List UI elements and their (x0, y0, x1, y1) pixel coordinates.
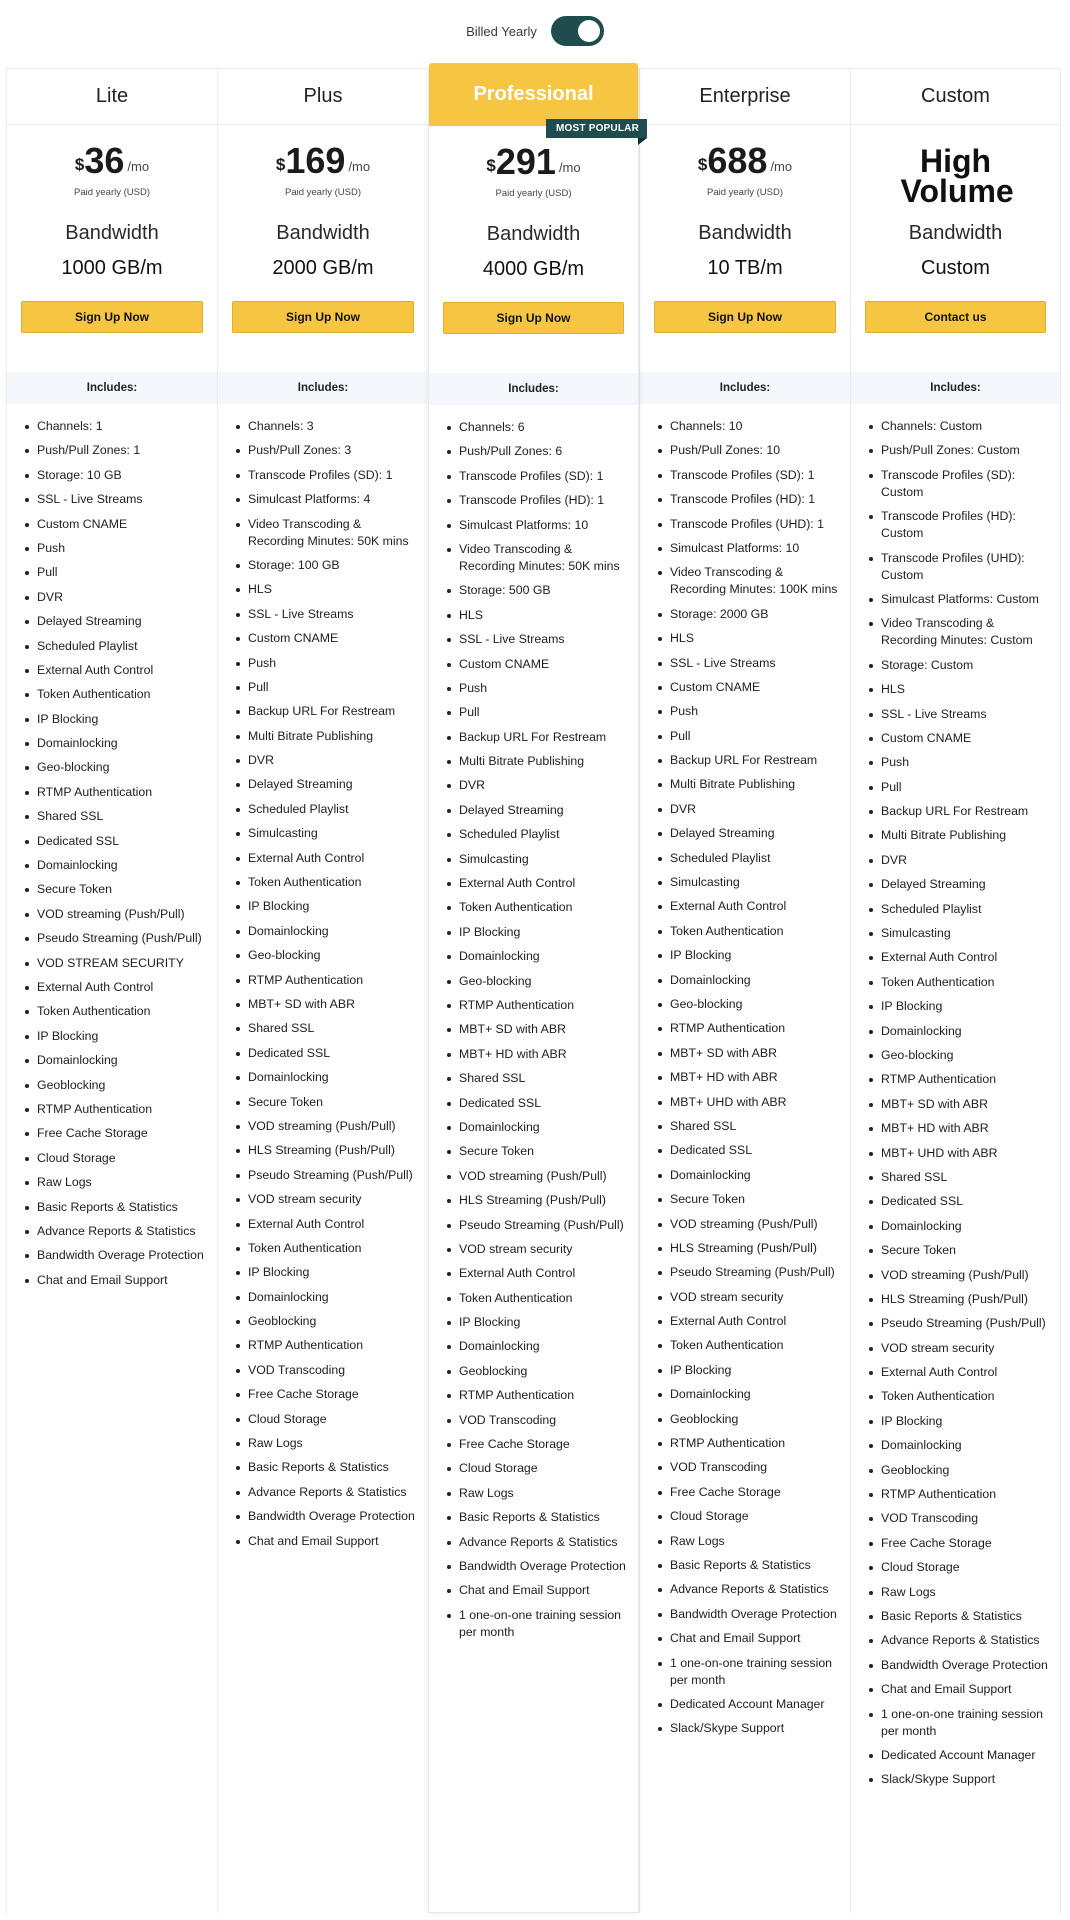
paid-note: Paid yearly (USD) (706, 187, 784, 198)
feature-item: Domainlocking (459, 948, 630, 965)
bandwidth-label: Bandwidth (908, 222, 1003, 244)
bandwidth-label: Bandwidth (698, 222, 792, 244)
feature-item: Geoblocking (459, 1363, 630, 1380)
plan-price (218, 141, 428, 181)
feature-item: Dedicated SSL (37, 833, 209, 850)
feature-item: Custom CNAME (670, 679, 842, 696)
feature-item: Push (881, 754, 1052, 771)
feature-item: Raw Logs (459, 1485, 630, 1502)
feature-item: IP Blocking (670, 1362, 842, 1379)
price-period: /mo (558, 160, 581, 175)
high-volume-title: High Volume (900, 143, 1014, 209)
bandwidth-value: Custom (921, 257, 990, 279)
feature-item: Shared SSL (881, 1169, 1052, 1186)
feature-item: VOD Transcoding (881, 1510, 1052, 1527)
feature-item: Transcode Profiles (SD): 1 (459, 468, 630, 485)
pricing-plans (6, 68, 1061, 1913)
feature-item: Push/Pull Zones: 1 (37, 442, 209, 459)
feature-item: MBT+ SD with ABR (670, 1045, 842, 1062)
feature-item: Geo-blocking (670, 996, 842, 1013)
feature-item: RTMP Authentication (248, 1337, 420, 1354)
plan-name: Custom (851, 68, 1060, 125)
feature-item: Video Transcoding & Recording Minutes: 50K mins (459, 541, 630, 575)
contact-us-button[interactable]: Contact us (865, 301, 1046, 333)
feature-item: IP Blocking (37, 1028, 209, 1045)
feature-item: Pull (37, 564, 209, 581)
feature-item: Transcode Profiles (UHD): Custom (881, 550, 1052, 584)
feature-item: RTMP Authentication (881, 1486, 1052, 1503)
feature-item: Pseudo Streaming (Push/Pull) (670, 1264, 842, 1281)
plan-card-professional (428, 68, 639, 1913)
feature-item: Dedicated Account Manager (670, 1696, 842, 1713)
billing-toggle-row (0, 16, 1070, 46)
sign-up-button[interactable]: Sign Up Now (654, 301, 836, 333)
paid-note: Paid yearly (USD) (284, 187, 362, 198)
plan-name: Enterprise (640, 68, 850, 125)
feature-item: Geoblocking (37, 1077, 209, 1094)
feature-item: Custom CNAME (459, 656, 630, 673)
feature-item: DVR (37, 589, 209, 606)
feature-item: Transcode Profiles (UHD): 1 (670, 516, 842, 533)
feature-item: VOD Transcoding (459, 1412, 630, 1429)
feature-item: Basic Reports & Statistics (459, 1509, 630, 1526)
sign-up-button[interactable]: Sign Up Now (443, 302, 624, 334)
feature-item: MBT+ HD with ABR (670, 1069, 842, 1086)
plan-name: Plus (218, 68, 428, 125)
price-period: /mo (127, 159, 150, 174)
feature-item: Secure Token (670, 1191, 842, 1208)
feature-item: Domainlocking (881, 1023, 1052, 1040)
feature-item: MBT+ HD with ABR (881, 1120, 1052, 1137)
feature-item: Channels: 3 (248, 418, 420, 435)
feature-item: Advance Reports & Statistics (248, 1484, 420, 1501)
feature-item: Backup URL For Restream (459, 729, 630, 746)
feature-item: Multi Bitrate Publishing (248, 728, 420, 745)
feature-item: Geo-blocking (37, 759, 209, 776)
billing-toggle-label: Billed Yearly (466, 23, 537, 39)
feature-list (218, 418, 428, 1557)
feature-item: Transcode Profiles (HD): 1 (459, 492, 630, 509)
feature-item: DVR (881, 852, 1052, 869)
feature-item: RTMP Authentication (459, 1387, 630, 1404)
feature-item: Backup URL For Restream (881, 803, 1052, 820)
includes-header: Includes: (640, 372, 850, 404)
feature-item: Shared SSL (37, 808, 209, 825)
price-period: /mo (770, 159, 793, 174)
feature-item: Scheduled Playlist (248, 801, 420, 818)
feature-item: Custom CNAME (881, 730, 1052, 747)
feature-item: Pull (248, 679, 420, 696)
feature-item: Domainlocking (459, 1338, 630, 1355)
feature-item: Scheduled Playlist (37, 638, 209, 655)
feature-item: RTMP Authentication (459, 997, 630, 1014)
feature-item: Storage: Custom (881, 657, 1052, 674)
bandwidth-value: 2000 GB/m (272, 257, 374, 279)
feature-item: HLS (670, 630, 842, 647)
price-currency: $ (486, 156, 496, 175)
feature-item: Push (37, 540, 209, 557)
feature-item: Push/Pull Zones: 3 (248, 442, 420, 459)
feature-item: Transcode Profiles (HD): 1 (670, 491, 842, 508)
feature-item: Multi Bitrate Publishing (459, 753, 630, 770)
feature-list (429, 419, 638, 1648)
feature-item: Simulcasting (881, 925, 1052, 942)
feature-item: Secure Token (881, 1242, 1052, 1259)
feature-item: Advance Reports & Statistics (670, 1581, 842, 1598)
feature-item: Push/Pull Zones: Custom (881, 442, 1052, 459)
plan-card-custom (850, 68, 1061, 1913)
feature-item: Storage: 10 GB (37, 467, 209, 484)
feature-item: DVR (248, 752, 420, 769)
sign-up-button[interactable]: Sign Up Now (232, 301, 414, 333)
feature-item: Pull (459, 704, 630, 721)
feature-item: Basic Reports & Statistics (670, 1557, 842, 1574)
feature-item: Dedicated SSL (459, 1095, 630, 1112)
feature-item: Domainlocking (248, 923, 420, 940)
feature-item: Geoblocking (881, 1462, 1052, 1479)
price-amount: 291 (495, 141, 556, 182)
plan-card-enterprise (639, 68, 850, 1913)
price-currency: $ (697, 155, 708, 174)
feature-item: HLS (459, 607, 630, 624)
feature-item: Delayed Streaming (37, 613, 209, 630)
feature-item: Pseudo Streaming (Push/Pull) (37, 930, 209, 947)
feature-list (7, 418, 217, 1296)
feature-item: VOD STREAM SECURITY (37, 955, 209, 972)
feature-item: Geo-blocking (248, 947, 420, 964)
feature-item: Slack/Skype Support (881, 1771, 1052, 1788)
bandwidth-value: 4000 GB/m (482, 258, 585, 280)
feature-item: Secure Token (37, 881, 209, 898)
feature-item: VOD Transcoding (670, 1459, 842, 1476)
toggle-knob (578, 20, 600, 42)
feature-item: Pseudo Streaming (Push/Pull) (459, 1217, 630, 1234)
feature-item: Storage: 100 GB (248, 557, 420, 574)
feature-item: External Auth Control (37, 662, 209, 679)
feature-item: Cloud Storage (248, 1411, 420, 1428)
feature-item: MBT+ HD with ABR (459, 1046, 630, 1063)
feature-item: Basic Reports & Statistics (37, 1199, 209, 1216)
feature-item: 1 one-on-one training session per month (670, 1655, 842, 1689)
feature-item: Simulcast Platforms: 4 (248, 491, 420, 508)
feature-item: Cloud Storage (459, 1460, 630, 1477)
feature-item: Domainlocking (37, 857, 209, 874)
feature-item: Transcode Profiles (HD): Custom (881, 508, 1052, 542)
feature-item: MBT+ SD with ABR (248, 996, 420, 1013)
feature-item: IP Blocking (37, 711, 209, 728)
includes-header: Includes: (7, 372, 217, 404)
feature-item: Token Authentication (459, 899, 630, 916)
feature-item: VOD streaming (Push/Pull) (881, 1267, 1052, 1284)
feature-item: VOD streaming (Push/Pull) (670, 1216, 842, 1233)
plan-card-lite (6, 68, 217, 1913)
plan-card-plus (217, 68, 428, 1913)
feature-item: VOD streaming (Push/Pull) (37, 906, 209, 923)
feature-item: Cloud Storage (881, 1559, 1052, 1576)
feature-item: Geo-blocking (459, 973, 630, 990)
feature-item: MBT+ SD with ABR (881, 1096, 1052, 1113)
feature-item: Transcode Profiles (SD): 1 (670, 467, 842, 484)
feature-item: RTMP Authentication (881, 1071, 1052, 1088)
feature-item: External Auth Control (670, 1313, 842, 1330)
feature-item: Token Authentication (459, 1290, 630, 1307)
feature-list (640, 418, 850, 1745)
feature-item: Token Authentication (670, 923, 842, 940)
feature-item: VOD stream security (459, 1241, 630, 1258)
feature-item: Domainlocking (881, 1437, 1052, 1454)
feature-item: External Auth Control (881, 1364, 1052, 1381)
feature-item: Scheduled Playlist (670, 850, 842, 867)
feature-item: Geoblocking (248, 1313, 420, 1330)
feature-item: HLS Streaming (Push/Pull) (670, 1240, 842, 1257)
feature-item: IP Blocking (881, 998, 1052, 1015)
feature-item: Domainlocking (37, 735, 209, 752)
feature-item: Scheduled Playlist (459, 826, 630, 843)
feature-item: Simulcast Platforms: Custom (881, 591, 1052, 608)
feature-item: Pseudo Streaming (Push/Pull) (248, 1167, 420, 1184)
feature-item: External Auth Control (248, 850, 420, 867)
feature-item: Backup URL For Restream (670, 752, 842, 769)
feature-item: Multi Bitrate Publishing (670, 776, 842, 793)
feature-item: External Auth Control (459, 875, 630, 892)
feature-item: Advance Reports & Statistics (881, 1632, 1052, 1649)
bandwidth-label: Bandwidth (276, 222, 370, 244)
price-period: /mo (348, 159, 371, 174)
feature-item: IP Blocking (248, 1264, 420, 1281)
feature-item: MBT+ SD with ABR (459, 1021, 630, 1038)
feature-item: Push (670, 703, 842, 720)
plan-price (640, 141, 850, 181)
feature-item: Free Cache Storage (881, 1535, 1052, 1552)
feature-item: Free Cache Storage (248, 1386, 420, 1403)
price-amount: 169 (285, 140, 346, 181)
plan-price (7, 141, 217, 181)
paid-note: Paid yearly (USD) (495, 188, 572, 199)
sign-up-button[interactable]: Sign Up Now (21, 301, 203, 333)
includes-header: Includes: (851, 372, 1060, 404)
feature-item: Bandwidth Overage Protection (37, 1247, 209, 1264)
feature-item: Channels: 6 (459, 419, 630, 436)
feature-item: Video Transcoding & Recording Minutes: Custom (881, 615, 1052, 649)
feature-item: Video Transcoding & Recording Minutes: 50K mins (248, 516, 420, 550)
feature-item: Basic Reports & Statistics (881, 1608, 1052, 1625)
bandwidth-label: Bandwidth (65, 222, 159, 244)
feature-item: Raw Logs (881, 1584, 1052, 1601)
feature-item: Multi Bitrate Publishing (881, 827, 1052, 844)
feature-item: Simulcast Platforms: 10 (459, 517, 630, 534)
feature-item: VOD streaming (Push/Pull) (248, 1118, 420, 1135)
price-currency: $ (74, 155, 85, 174)
bandwidth-value: 10 TB/m (707, 257, 783, 279)
feature-item: External Auth Control (881, 949, 1052, 966)
feature-item: RTMP Authentication (37, 1101, 209, 1118)
feature-item: Simulcast Platforms: 10 (670, 540, 842, 557)
feature-item: Custom CNAME (37, 516, 209, 533)
paid-note: Paid yearly (USD) (73, 187, 151, 198)
feature-item: SSL - Live Streams (670, 655, 842, 672)
feature-item: Push/Pull Zones: 10 (670, 442, 842, 459)
feature-item: Shared SSL (459, 1070, 630, 1087)
feature-item: Pull (670, 728, 842, 745)
feature-item: SSL - Live Streams (459, 631, 630, 648)
feature-item: Token Authentication (670, 1337, 842, 1354)
feature-item: Secure Token (248, 1094, 420, 1111)
feature-item: Cloud Storage (37, 1150, 209, 1167)
feature-item: External Auth Control (248, 1216, 420, 1233)
feature-item: Geoblocking (670, 1411, 842, 1428)
feature-item: IP Blocking (459, 1314, 630, 1331)
feature-item: HLS Streaming (Push/Pull) (459, 1192, 630, 1209)
feature-item: Domainlocking (459, 1119, 630, 1136)
feature-item: Channels: 1 (37, 418, 209, 435)
feature-item: Token Authentication (248, 1240, 420, 1257)
feature-item: Token Authentication (881, 974, 1052, 991)
feature-item: Transcode Profiles (SD): 1 (248, 467, 420, 484)
feature-item: IP Blocking (881, 1413, 1052, 1430)
feature-item: Raw Logs (37, 1174, 209, 1191)
feature-item: Storage: 2000 GB (670, 606, 842, 623)
feature-item: Raw Logs (248, 1435, 420, 1452)
feature-item: Simulcasting (459, 851, 630, 868)
feature-item: Backup URL For Restream (248, 703, 420, 720)
feature-item: Simulcasting (670, 874, 842, 891)
feature-item: RTMP Authentication (248, 972, 420, 989)
feature-item: Push (248, 655, 420, 672)
feature-item: Free Cache Storage (37, 1125, 209, 1142)
feature-item: 1 one-on-one training session per month (881, 1706, 1052, 1740)
feature-item: Custom CNAME (248, 630, 420, 647)
feature-item: IP Blocking (248, 898, 420, 915)
feature-item: Dedicated SSL (670, 1142, 842, 1159)
feature-item: Pseudo Streaming (Push/Pull) (881, 1315, 1052, 1332)
feature-item: Domainlocking (248, 1069, 420, 1086)
feature-item: Shared SSL (248, 1020, 420, 1037)
plan-name: Lite (7, 68, 217, 125)
feature-item: Delayed Streaming (881, 876, 1052, 893)
feature-item: Token Authentication (37, 686, 209, 703)
price-amount: 36 (84, 140, 125, 181)
feature-list (851, 418, 1060, 1796)
feature-item: RTMP Authentication (670, 1435, 842, 1452)
feature-item: Storage: 500 GB (459, 582, 630, 599)
feature-item: Domainlocking (248, 1289, 420, 1306)
feature-item: DVR (459, 777, 630, 794)
feature-item: Dedicated SSL (881, 1193, 1052, 1210)
includes-header: Includes: (429, 373, 638, 405)
feature-item: Domainlocking (670, 1167, 842, 1184)
feature-item: Cloud Storage (670, 1508, 842, 1525)
feature-item: Scheduled Playlist (881, 901, 1052, 918)
feature-item: Dedicated Account Manager (881, 1747, 1052, 1764)
feature-item: VOD stream security (248, 1191, 420, 1208)
most-popular-ribbon: MOST POPULAR (546, 119, 647, 138)
feature-item: Domainlocking (37, 1052, 209, 1069)
feature-item: Chat and Email Support (881, 1681, 1052, 1698)
feature-item: Domainlocking (670, 972, 842, 989)
feature-item: External Auth Control (459, 1265, 630, 1282)
feature-item: Chat and Email Support (459, 1582, 630, 1599)
includes-header: Includes: (218, 372, 428, 404)
price-amount: 688 (707, 140, 768, 181)
feature-item: RTMP Authentication (37, 784, 209, 801)
feature-item: Dedicated SSL (248, 1045, 420, 1062)
feature-item: Delayed Streaming (670, 825, 842, 842)
feature-item: Token Authentication (248, 874, 420, 891)
billing-toggle-switch[interactable] (551, 16, 604, 46)
feature-item: Chat and Email Support (248, 1533, 420, 1550)
feature-item: Delayed Streaming (459, 802, 630, 819)
feature-item: DVR (670, 801, 842, 818)
feature-item: Free Cache Storage (670, 1484, 842, 1501)
plan-name: Professional (429, 63, 638, 126)
feature-item: Delayed Streaming (248, 776, 420, 793)
feature-item: Geo-blocking (881, 1047, 1052, 1064)
feature-item: IP Blocking (670, 947, 842, 964)
feature-item: Bandwidth Overage Protection (248, 1508, 420, 1525)
feature-item: Shared SSL (670, 1118, 842, 1135)
feature-item: HLS Streaming (Push/Pull) (248, 1142, 420, 1159)
feature-item: Push (459, 680, 630, 697)
feature-item: VOD streaming (Push/Pull) (459, 1168, 630, 1185)
feature-item: Token Authentication (37, 1003, 209, 1020)
feature-item: MBT+ UHD with ABR (670, 1094, 842, 1111)
feature-item: HLS (881, 681, 1052, 698)
feature-item: External Auth Control (37, 979, 209, 996)
feature-item: Video Transcoding & Recording Minutes: 100K mins (670, 564, 842, 598)
feature-item: Chat and Email Support (37, 1272, 209, 1289)
feature-item: RTMP Authentication (670, 1020, 842, 1037)
feature-item: Channels: 10 (670, 418, 842, 435)
feature-item: Free Cache Storage (459, 1436, 630, 1453)
plan-price (429, 142, 638, 182)
feature-item: Pull (881, 779, 1052, 796)
feature-item: Domainlocking (881, 1218, 1052, 1235)
feature-item: SSL - Live Streams (37, 491, 209, 508)
feature-item: SSL - Live Streams (881, 706, 1052, 723)
feature-item: 1 one-on-one training session per month (459, 1607, 630, 1641)
feature-item: Raw Logs (670, 1533, 842, 1550)
bandwidth-label: Bandwidth (486, 223, 581, 245)
bandwidth-value: 1000 GB/m (61, 257, 163, 279)
feature-item: Bandwidth Overage Protection (459, 1558, 630, 1575)
feature-item: VOD stream security (881, 1340, 1052, 1357)
feature-item: Simulcasting (248, 825, 420, 842)
feature-item: Chat and Email Support (670, 1630, 842, 1647)
feature-item: Push/Pull Zones: 6 (459, 443, 630, 460)
price-currency: $ (275, 155, 286, 174)
feature-item: Advance Reports & Statistics (459, 1534, 630, 1551)
feature-item: Channels: Custom (881, 418, 1052, 435)
feature-item: Advance Reports & Statistics (37, 1223, 209, 1240)
feature-item: Token Authentication (881, 1388, 1052, 1405)
feature-item: Bandwidth Overage Protection (881, 1657, 1052, 1674)
feature-item: HLS (248, 581, 420, 598)
feature-item: Bandwidth Overage Protection (670, 1606, 842, 1623)
feature-item: Domainlocking (670, 1386, 842, 1403)
feature-item: VOD Transcoding (248, 1362, 420, 1379)
feature-item: Slack/Skype Support (670, 1720, 842, 1737)
feature-item: External Auth Control (670, 898, 842, 915)
feature-item: Secure Token (459, 1143, 630, 1160)
feature-item: VOD stream security (670, 1289, 842, 1306)
feature-item: SSL - Live Streams (248, 606, 420, 623)
feature-item: Transcode Profiles (SD): Custom (881, 467, 1052, 501)
feature-item: Basic Reports & Statistics (248, 1459, 420, 1476)
feature-item: MBT+ UHD with ABR (881, 1145, 1052, 1162)
feature-item: HLS Streaming (Push/Pull) (881, 1291, 1052, 1308)
feature-item: IP Blocking (459, 924, 630, 941)
